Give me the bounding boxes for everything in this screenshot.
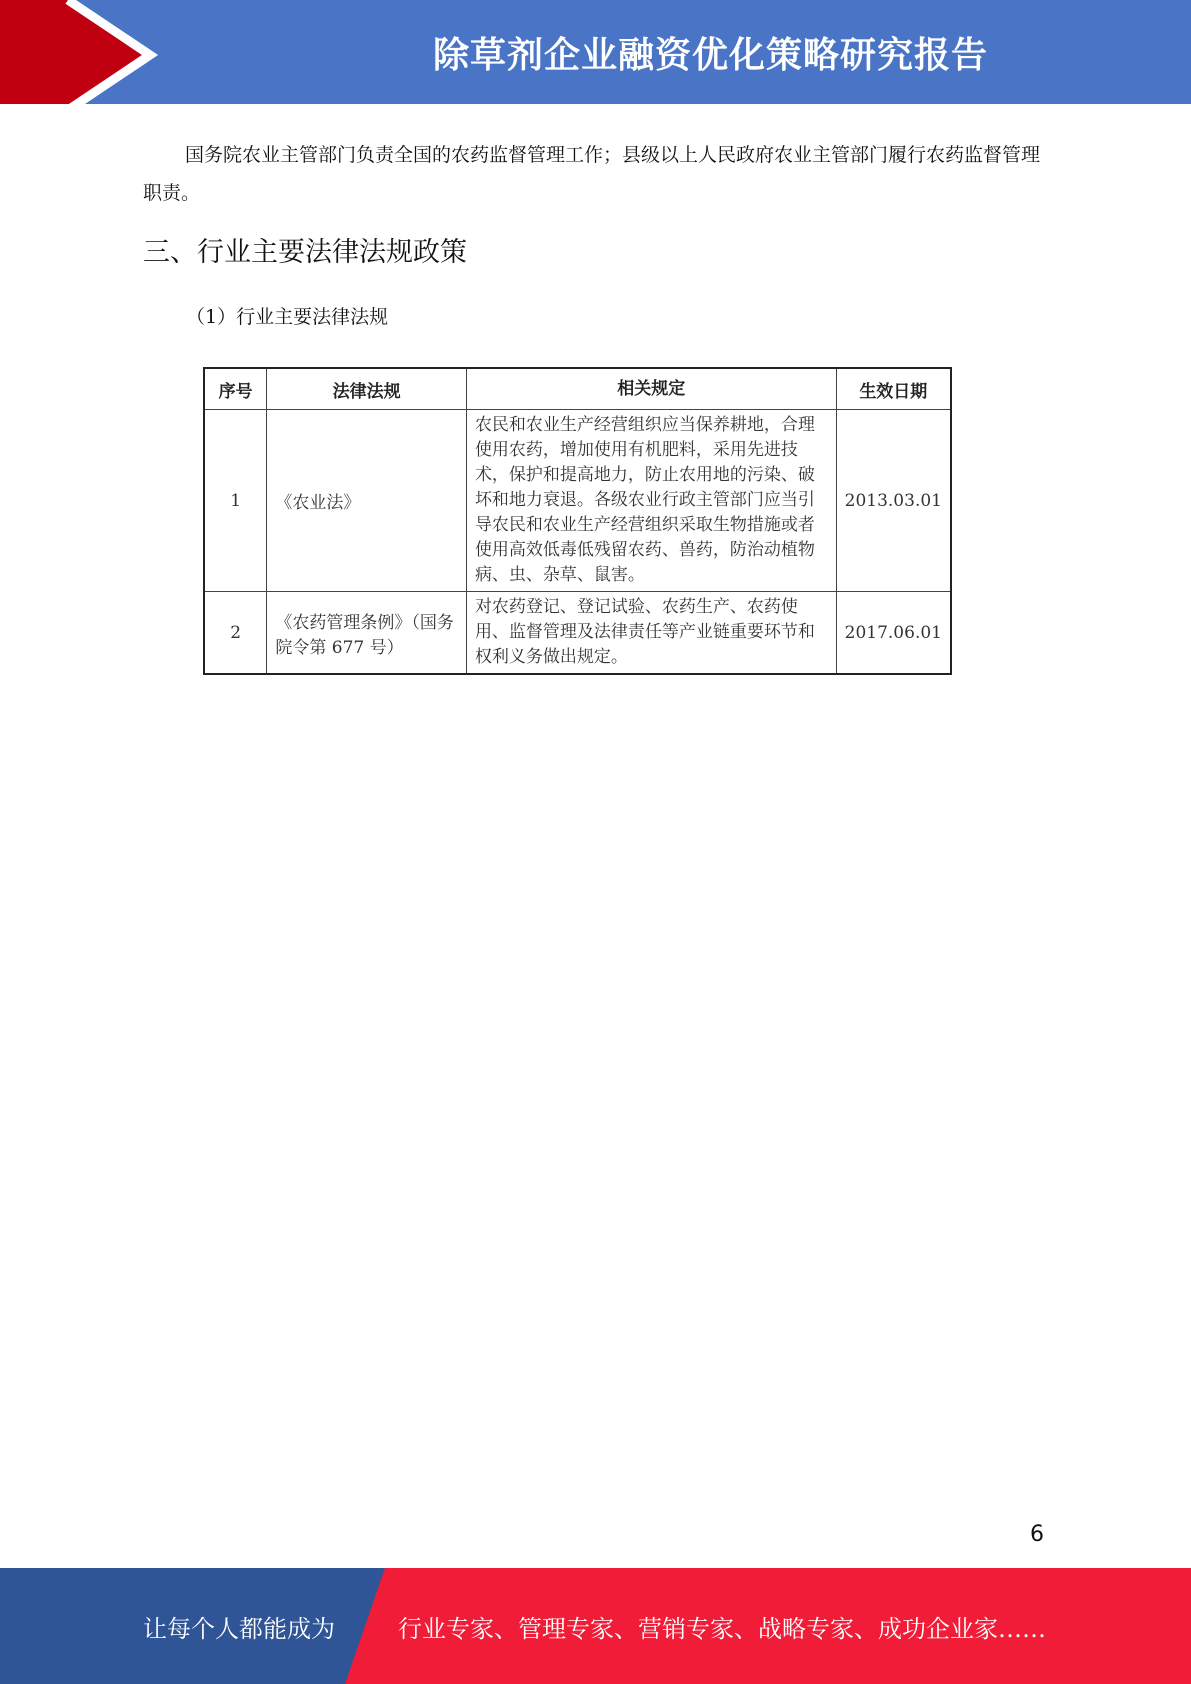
table-header-row — [204, 368, 951, 410]
regulations-table — [203, 367, 952, 675]
cell-number: 1 — [204, 410, 267, 592]
footer-slogan-right: 行业专家、管理专家、营销专家、战略专家、成功企业家…… — [398, 1614, 1046, 1643]
header-date: 生效日期 — [836, 368, 951, 410]
cell-law: 《农药管理条例》（国务院令第 677 号） — [267, 592, 467, 675]
page-header — [0, 0, 1191, 110]
cell-date: 2017.06.01 — [836, 592, 951, 675]
footer-slogan-left: 让每个人都能成为 — [143, 1614, 335, 1643]
cell-number: 2 — [204, 592, 267, 675]
report-title: 除草剂企业融资优化策略研究报告 — [432, 34, 988, 76]
cell-provision: 对农药登记、登记试验、农药生产、农药使用、监督管理及法律责任等产业链重要环节和权利义务做出规定。 — [466, 592, 836, 675]
table-row — [204, 592, 951, 675]
section-heading: 三、行业主要法律法规政策 — [143, 237, 467, 268]
header-law: 法律法规 — [267, 368, 467, 410]
page-number: 6 — [1030, 1522, 1044, 1547]
header-provision: 相关规定 — [466, 368, 836, 410]
page-footer — [0, 1568, 1191, 1684]
cell-date: 2013.03.01 — [836, 410, 951, 592]
cell-law: 《农业法》 — [267, 410, 467, 592]
body-paragraph: 国务院农业主管部门负责全国的农药监督管理工作；县级以上人民政府农业主管部门履行农药监督管理职责。 — [143, 144, 1041, 204]
sub-heading: （1）行业主要法律法规 — [186, 306, 389, 328]
cell-provision: 农民和农业生产经营组织应当保养耕地，合理使用农药，增加使用有机肥料，采用先进技术，保护和提高地力，防止农用地的污染、破坏和地力衰退。各级农业行政主管部门应当引导农民和农业生产经营组织采取生物措施或者使用高效低毒低残留农药、兽药，防治动植物病、虫、杂草、鼠害。 — [466, 410, 836, 592]
header-number: 序号 — [204, 368, 267, 410]
table-row — [204, 410, 951, 592]
